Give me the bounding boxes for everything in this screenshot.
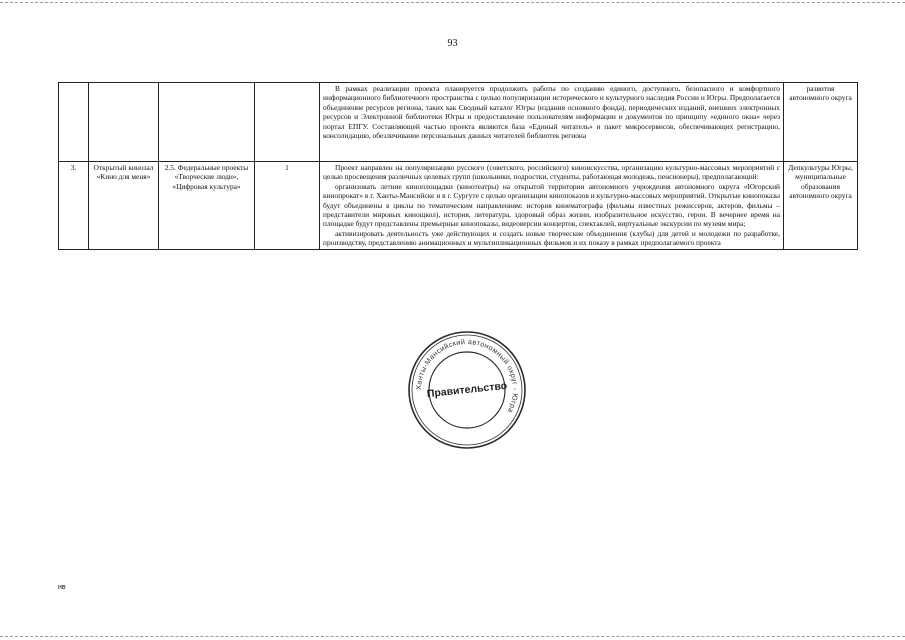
description-cell [320, 83, 784, 162]
page-top-edge [0, 2, 905, 3]
description-paragraph: организовать летние киноплощадки (кинотеатры) на открытой территории автономного учреждения автономного округа «Югорский кинопрокат» в г. Ханты-Мансийске и в г. Сургуте с целью организации кинопоказов и культурно-массовых мероприятий. Открытые кинопоказы будут объединены в циклы по тематическим направлениям: история кинематографа (фильмы известных режиссеров, актеров, фильмы – представители мировых кинощкол), история, литература, здоровый образ жизни, изобразительное искусство, герои. В вечернее время на площадке будут представлены премьерные кинопоказы, видеоверсии концертов, спектаклей, виртуальные экскурсии по музеям мира; [323, 181, 780, 229]
government-seal [402, 325, 532, 455]
footer-initials: нв [58, 584, 66, 591]
page-number: 93 [447, 38, 458, 49]
project-name-cell: Открытый кинозал «Кино для меня» [89, 162, 159, 250]
federal-project-cell: 2.5. Федеральные проекты «Творческие люди», «Цифровая культура» [159, 162, 255, 250]
page-bottom-edge [0, 636, 905, 637]
responsible-cell: Депкультуры Югры, муниципальные образования автономного округа [784, 162, 858, 250]
description-cell [320, 162, 784, 250]
count-cell [255, 83, 320, 162]
seal-ring-text [414, 337, 520, 415]
description-paragraph: Проект направлен на популяризацию русского (советского, российского) киноискусства, организацию культурно-массовых мероприятий с целью просвещения различных целевых групп (школьники, подростки, студенты, работающая молодежь, пенсионеры), предполагающий: [323, 163, 780, 182]
projects-table [58, 82, 858, 250]
row-number-cell [59, 83, 89, 162]
description-paragraph: В рамках реализации проекта планируется продолжить работы по созданию единого, доступного, безопасного и комфортного информационного библиотечного пространства с целью популяризации исторического и культурного наследия России и Югры. Предполагается объединение ресурсов региона, таких как Сводный каталог Югры (издания основного фонда), периодических изданий, внешних электронных ресурсов и Электронной библиотеки Югры и предоставление пользователям информации и документов по принципу «единого окна» через портал ЕПГУ. Составляющей частью проекта являются база «Единый читатель» и пакет микросервисов, обеспечивающих регистрацию, консолидацию, обезличивание персональных данных читателей библиотек региона [323, 84, 780, 141]
seal-ring-textpath: Ханты-Мансийский автономный округ - Югра [413, 336, 521, 415]
responsible-cell: развития автономного округа [784, 83, 858, 162]
count-cell: 1 [255, 162, 320, 250]
description-paragraph: активизировать деятельность уже действующих и создать новые творческие объединения (клубы) для детей и молодежи по разработке, производству, представлению анимационных и мультипликационных фильмов и их показу в рамках предполагаемого проекта [323, 228, 780, 248]
row-number-cell: 3. [59, 162, 89, 250]
federal-project-cell [159, 83, 255, 162]
table-row [59, 83, 858, 162]
project-name-cell [89, 83, 159, 162]
table-row [59, 162, 858, 250]
seal-center-text: Правительство [426, 379, 508, 401]
seal-graphic [402, 325, 532, 455]
